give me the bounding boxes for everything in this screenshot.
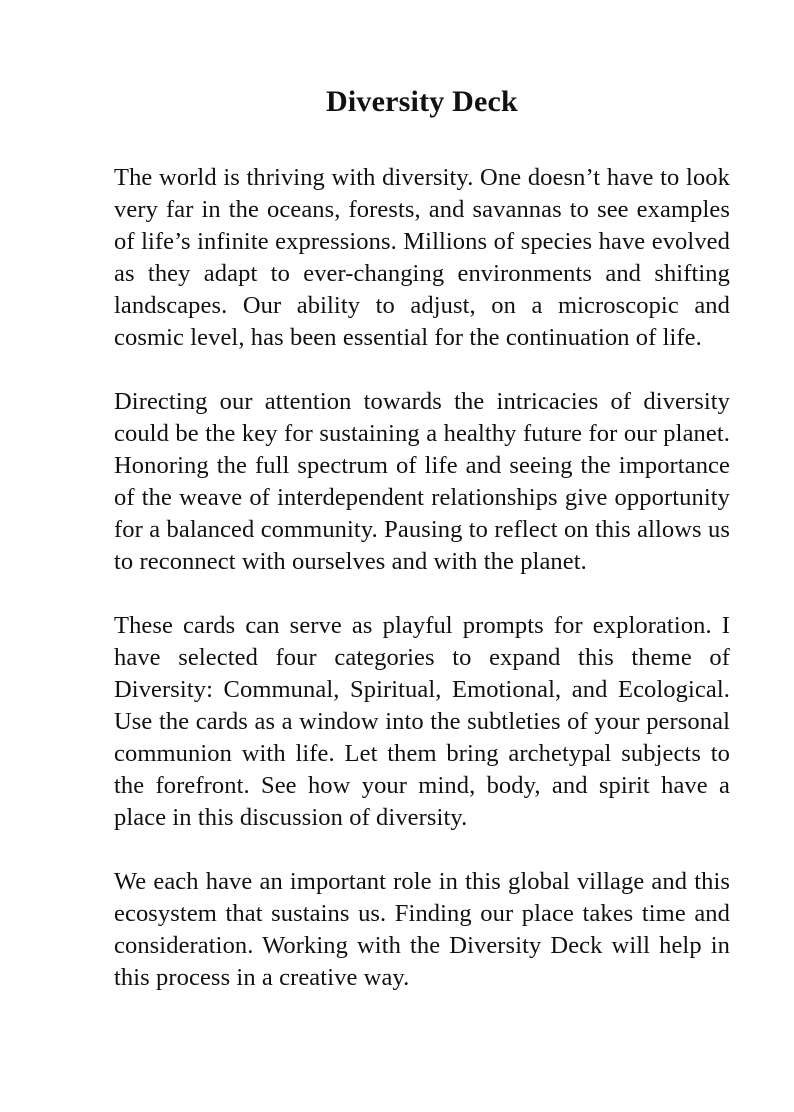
paragraph-attention: Directing our attention towards the intricacies of diversity could be the key for sustaining a healthy future for our planet. Honoring the full spectrum of life and seeing the importance of the weave of interdependent relationships give opportunity for a balanced community. Pausing to reflect on this allows us to reconnect with ourselves and with the planet. <box>114 388 730 575</box>
paragraph-intro: The world is thriving with diversity. One doesn’t have to look very far in the oceans, forests, and savannas to see examples of life’s infinite expressions. Millions of species have evolved as they adapt to ever-changing environments and shifting landscapes. Our ability to adjust, on a microscopic and cosmic level, has been essential for the continuation of life. <box>114 164 730 351</box>
paragraph-closing: We each have an important role in this global village and this ecosystem that sustains us. Finding our place takes time and consideration. Working with the Diversity Deck will help in this process in a creative way. <box>114 868 730 991</box>
paragraph-cards: These cards can serve as playful prompts for exploration. I have selected four categories to expand this theme of Diversity: Communal, Spiritual, Emotional, and Ecological. Use the cards as a window into the subtleties of your personal communion with life. Let them bring archetypal subjects to the forefront. See how your mind, body, and spirit have a place in this discussion of diversity. <box>114 612 730 831</box>
document-page <box>114 78 730 1026</box>
page-title: Diversity Deck <box>326 85 518 118</box>
